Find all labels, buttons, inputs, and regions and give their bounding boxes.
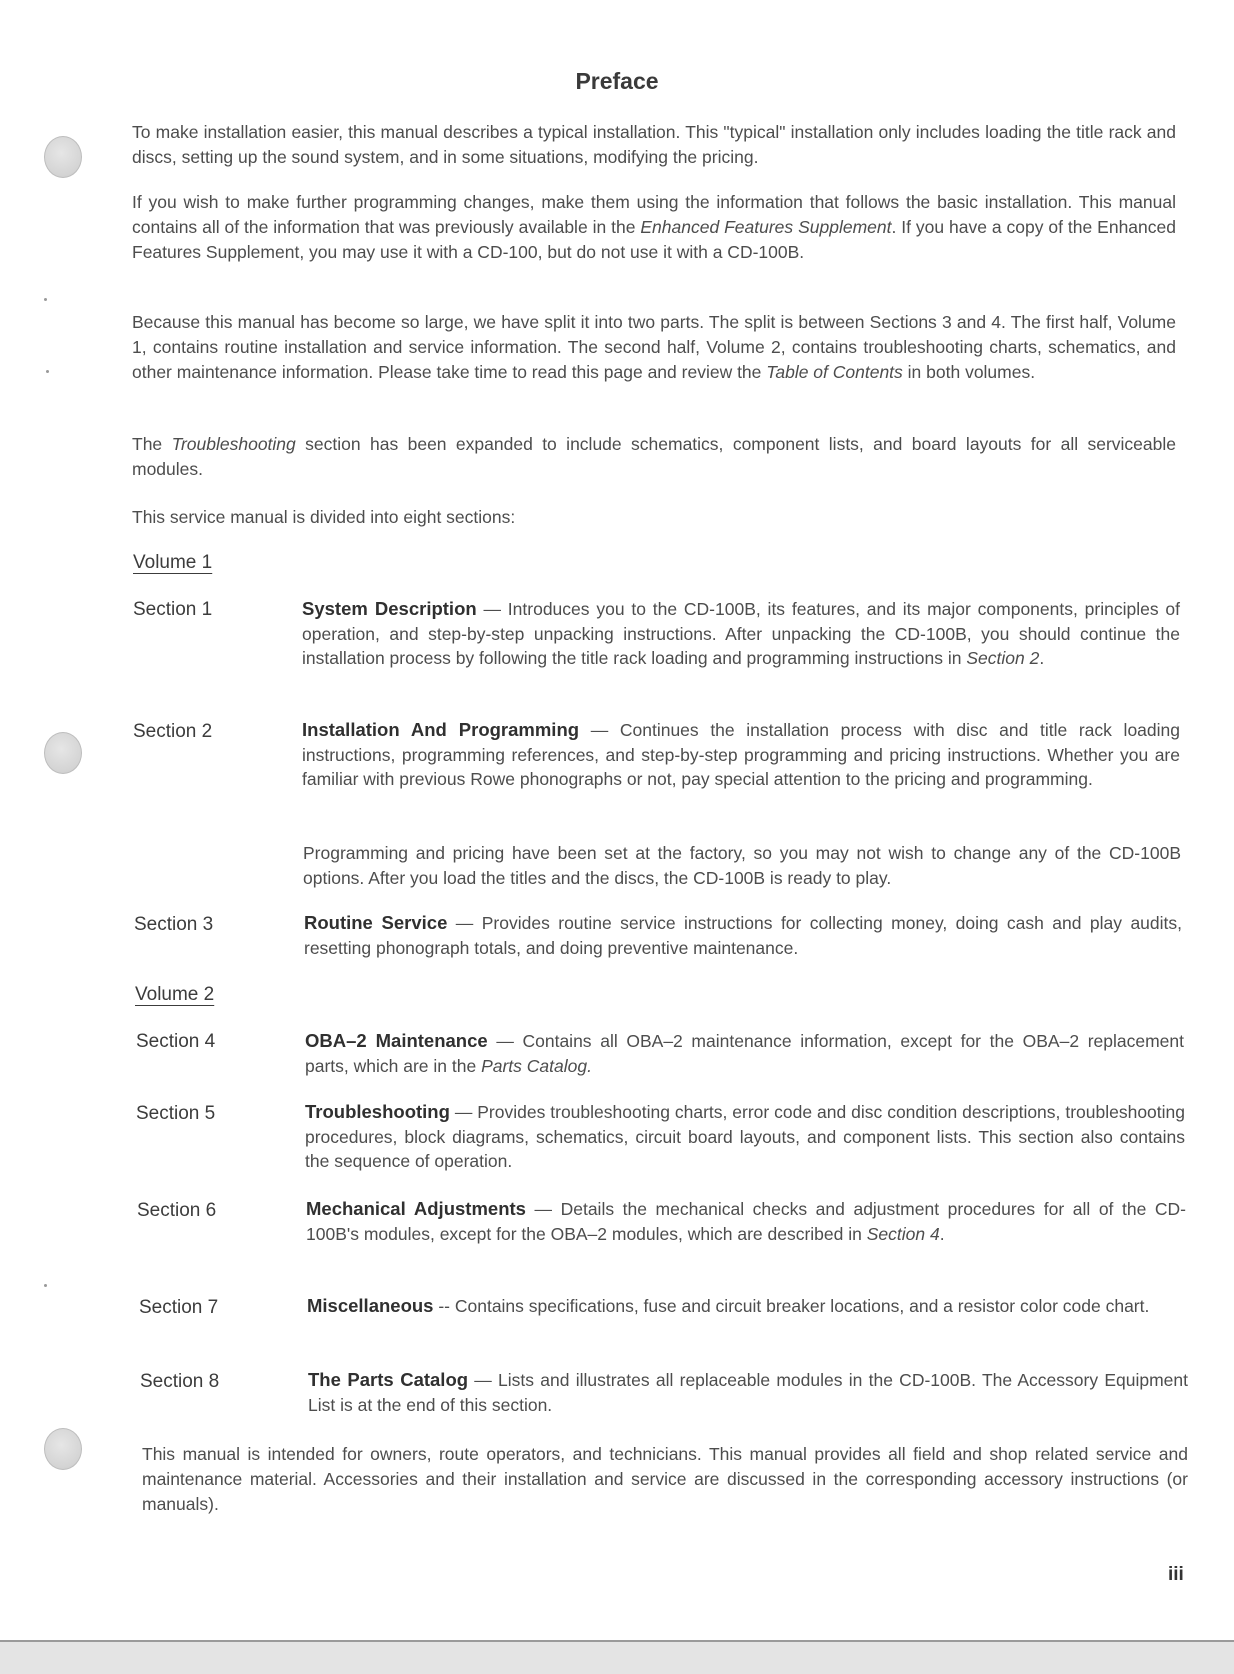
- scan-edge-strip: [0, 1640, 1234, 1674]
- speck: [44, 1284, 47, 1287]
- section-label: Section 3: [134, 914, 214, 935]
- section-label: Section 7: [139, 1297, 219, 1318]
- punch-hole-icon: [44, 1428, 82, 1470]
- volume-2-heading: Volume 2: [135, 984, 215, 1005]
- section-italic: Parts Catalog.: [481, 1055, 592, 1076]
- section-5-description: [305, 1100, 1185, 1174]
- paragraph-text: section has been expanded to include schematics, component lists, and board layouts for all serviceable modules.: [132, 434, 1176, 479]
- section-heading: Mechanical Adjustments: [306, 1198, 526, 1219]
- section-label: Section 4: [136, 1031, 216, 1052]
- paragraph-text: This service manual is divided into eight sections:: [132, 507, 516, 527]
- section-2-extra: Programming and pricing have been set at the factory, so you may not wish to change any of the CD-100B options. After you load the titles and the discs, the CD-100B is ready to play.: [303, 843, 1181, 888]
- section-label: Section 8: [140, 1371, 220, 1392]
- section-heading: Miscellaneous: [307, 1295, 434, 1316]
- section-label: Section 6: [137, 1200, 217, 1221]
- section-text: — Lists and illustrates all replaceable modules in the CD-100B. The Accessory Equipment List is at the end of this section.: [308, 1370, 1188, 1415]
- section-label: Section 2: [133, 721, 213, 742]
- section-3-description: [304, 911, 1182, 960]
- paragraph-text: . If you have a copy of the Enhanced Features Supplement, you may use it with a CD-100, but do not use it with a CD-100B.: [132, 217, 1176, 262]
- paragraph-text: Because this manual has become so large, we have split it into two parts. The split is between Sections 3 and 4. The first half, Volume 1, contains routine installation and service information. The second half, Volume 2, contains troubleshooting charts, schematics, and other maintenance information. Please take time to read this page and review the: [132, 312, 1176, 382]
- page-title: Preface: [575, 68, 659, 94]
- paragraph-italic: Table of Contents: [766, 362, 903, 382]
- section-italic: Section 2: [966, 648, 1040, 668]
- section-label: Section 5: [136, 1103, 216, 1124]
- page-number: iii: [1168, 1564, 1184, 1585]
- intro-paragraph-2: [132, 190, 1176, 265]
- section-text: — Details the mechanical checks and adjustment procedures for all of the CD-100B's modules, except for the OBA–2 modules, which are described in: [306, 1199, 1186, 1244]
- section-heading: OBA–2 Maintenance: [305, 1030, 488, 1051]
- intro-paragraph-5: [132, 505, 1176, 530]
- paragraph-text: If you wish to make further programming changes, make them using the information that follows the basic installation. This manual contains all of the information that was previously available in the: [132, 192, 1176, 237]
- section-italic: Section 4: [866, 1223, 940, 1244]
- punch-hole-icon: [44, 136, 82, 178]
- paragraph-text: The: [132, 434, 172, 454]
- section-6-description: [306, 1197, 1186, 1246]
- intro-paragraph-3: [132, 310, 1176, 385]
- section-text: .: [939, 1223, 945, 1244]
- section-1-description: [302, 597, 1180, 671]
- speck: [46, 370, 49, 373]
- section-text: — Continues the installation process with disc and title rack loading instructions, programming references, and step-by-step programming and pricing instructions. Whether you are familiar with previous Rowe phonographs or not, pay special attention to the pricing and programming.: [302, 720, 1180, 789]
- speck: [44, 298, 47, 301]
- paragraph-italic: Troubleshooting: [171, 434, 296, 454]
- section-2-description: [302, 718, 1180, 792]
- section-text: — Introduces you to the CD-100B, its features, and its major components, principles of operation, and step-by-step unpacking instructions. After unpacking the CD-100B, you should continue the installation process by following the title rack loading and programming instructions in: [302, 599, 1180, 668]
- intro-paragraph-1: [132, 120, 1176, 170]
- section-4-description: [305, 1029, 1184, 1078]
- section-text: .: [1039, 648, 1045, 668]
- paragraph-italic: Enhanced Features Supplement: [640, 217, 892, 237]
- section-label: Section 1: [133, 599, 213, 620]
- section-heading: Installation And Programming: [302, 719, 580, 740]
- closing-paragraph: This manual is intended for owners, route operators, and technicians. This manual provides all field and shop related service and maintenance material. Accessories and their installation and service are discussed in the corresponding accessory instructions (or manuals).: [142, 1444, 1188, 1514]
- section-text: -- Contains specifications, fuse and circuit breaker locations, and a resistor color code chart.: [433, 1296, 1150, 1316]
- section-text: — Contains all OBA–2 maintenance information, except for the OBA–2 replacement parts, which are in the: [305, 1031, 1185, 1076]
- punch-hole-icon: [44, 732, 82, 774]
- paragraph-text: To make installation easier, this manual describes a typical installation. This "typical" installation only includes loading the title rack and discs, setting up the sound system, and in some situations, modifying the pricing.: [132, 122, 1176, 167]
- section-heading: Routine Service: [304, 912, 448, 933]
- section-heading: System Description: [302, 598, 477, 619]
- section-heading: Troubleshooting: [305, 1101, 450, 1122]
- intro-paragraph-4: [132, 432, 1176, 482]
- section-heading: The Parts Catalog: [308, 1369, 469, 1390]
- section-text: — Provides troubleshooting charts, error code and disc condition descriptions, troubleshooting procedures, block diagrams, schematics, circuit board layouts, and component lists. This section also contains the sequence of operation.: [305, 1102, 1185, 1171]
- section-7-description: [307, 1294, 1187, 1319]
- section-text: — Provides routine service instructions for collecting money, doing cash and play audits, resetting phonograph totals, and doing preventive maintenance.: [304, 913, 1182, 958]
- paragraph-text: in both volumes.: [902, 362, 1036, 382]
- section-8-description: [308, 1368, 1188, 1417]
- volume-1-heading: Volume 1: [133, 552, 213, 573]
